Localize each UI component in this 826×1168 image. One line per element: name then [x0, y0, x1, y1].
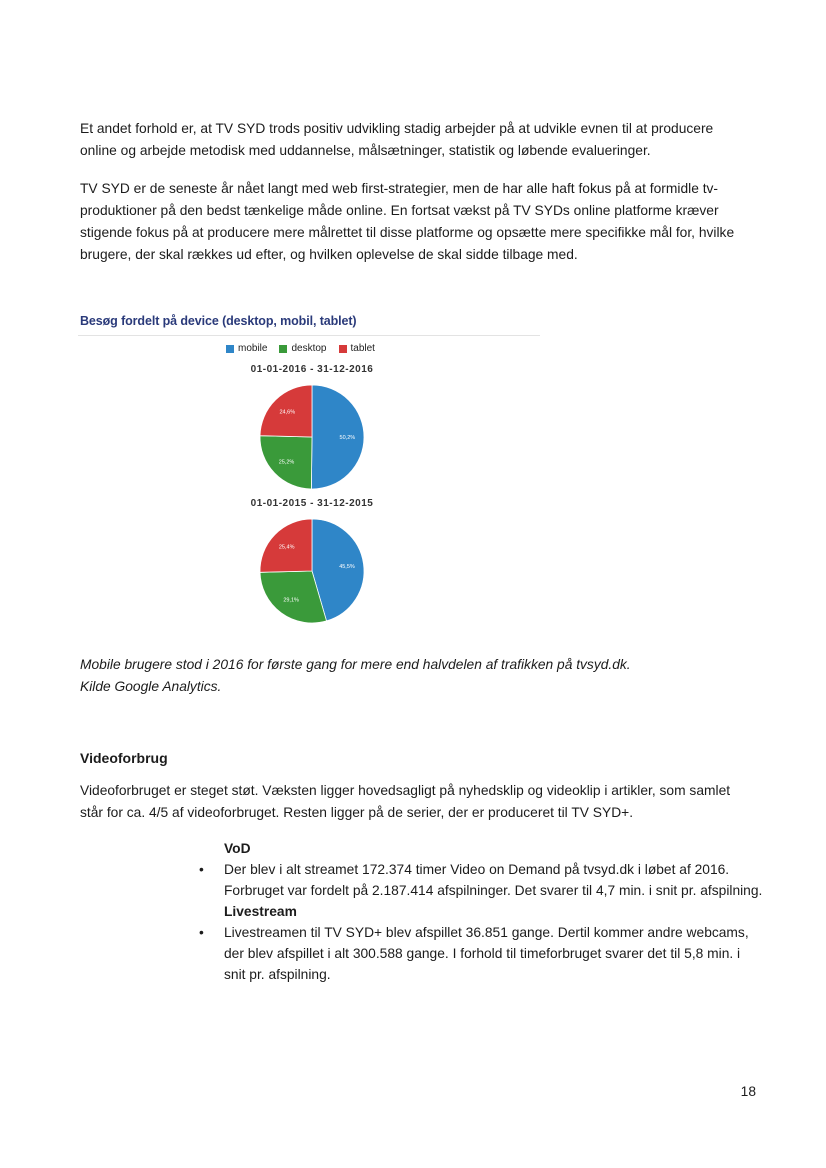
bullet-text-livestream: Livestreamen til TV SYD+ blev afspillet 36.851 gange. Dertil kommer andre webcams, der blev afspillet i alt 300.588 gange. I forhold til timeforbruget svarer det til 5,8 min. i snit pr. afspilning.: [224, 925, 749, 982]
pie-label-desktop-2015: 29,1%: [283, 597, 299, 604]
legend-item-mobile: [226, 343, 267, 354]
pie-title-2015: 01-01-2015 - 31-12-2015: [250, 498, 374, 509]
pie-label-tablet-2015: 25,4%: [278, 544, 295, 551]
legend-label-mobile: mobile: [238, 343, 268, 354]
caption-line-2: Kilde Google Analytics.: [80, 679, 222, 694]
page-number: 18: [740, 1084, 756, 1099]
pie-svg-2015: [200, 512, 424, 630]
bullet-item-livestream: [194, 922, 764, 985]
sub-heading-livestream: Livestream: [224, 904, 297, 919]
chart-legend: [226, 343, 375, 354]
paragraph-web-first: TV SYD er de seneste år nået langt med web first-strategier, men de har alle haft fokus på at formidle tv-produktioner på den bedst tænkelige måde online. En fortsat vækst på TV SYDs online platforme kræver stigende fokus på at producere mere målrettet til disse platforme og opsætte mere specifikke mål for, hvilke brugere, der skal rækkes ud efter, og hvilken oplevelse de skal sidde tilbage med.: [80, 181, 735, 262]
sub-heading-vod: VoD: [224, 841, 251, 856]
legend-item-tablet: [339, 343, 375, 354]
figure-divider: [78, 335, 540, 336]
legend-swatch-tablet: [339, 345, 347, 353]
bullet-text-vod: Der blev i alt streamet 172.374 timer Video on Demand på tvsyd.dk i løbet af 2016. Forbruget var fordelt på 2.187.414 afspilninger. Det svarer til 4,7 min. i snit pr. afspilning.: [224, 862, 763, 898]
pie-label-tablet-2016: 24,6%: [279, 409, 296, 416]
paragraph-video-intro: Videoforbruget er steget støt. Væksten ligger hovedsagligt på nyhedsklip og videoklip i artikler, som samlet står for ca. 4/5 af videoforbruget. Resten ligger på de serier, der er produceret til TV SYD+.: [80, 783, 731, 820]
figure-title: Besøg fordelt på device (desktop, mobil, tablet): [80, 314, 357, 328]
bullet-dot-icon: •: [199, 925, 204, 940]
pie-label-mobile-2015: 45,5%: [339, 564, 355, 571]
pie-chart-2016: [200, 362, 424, 496]
figure-caption: [80, 654, 631, 698]
paragraph-online-production: Et andet forhold er, at TV SYD trods positiv udvikling stadig arbejder på at udvikle evnen til at producere online og arbejde metodisk med uddannelse, målsætninger, statistik og løbende evalueringer.: [80, 121, 714, 158]
bullet-dot-icon: •: [199, 862, 204, 877]
pie-slice-mobile-2016: [311, 385, 364, 489]
section-heading-video: Videoforbrug: [80, 750, 168, 766]
pie-svg-2016: [200, 378, 424, 496]
legend-swatch-mobile: [226, 345, 234, 353]
pie-chart-2015: [200, 496, 424, 630]
legend-swatch-desktop: [279, 345, 287, 353]
bullet-item-vod: [194, 859, 764, 901]
pie-label-desktop-2016: 25,2%: [278, 459, 295, 466]
legend-item-desktop: [279, 343, 326, 354]
pie-title-2016: 01-01-2016 - 31-12-2016: [250, 364, 374, 375]
legend-label-tablet: tablet: [350, 343, 375, 354]
legend-label-desktop: desktop: [291, 343, 327, 354]
pie-label-mobile-2016: 50,2%: [339, 435, 356, 442]
video-bullet-list: [194, 838, 764, 985]
caption-line-1: Mobile brugere stod i 2016 for første gang for mere end halvdelen af trafikken på tvsyd.dk.: [80, 657, 631, 672]
